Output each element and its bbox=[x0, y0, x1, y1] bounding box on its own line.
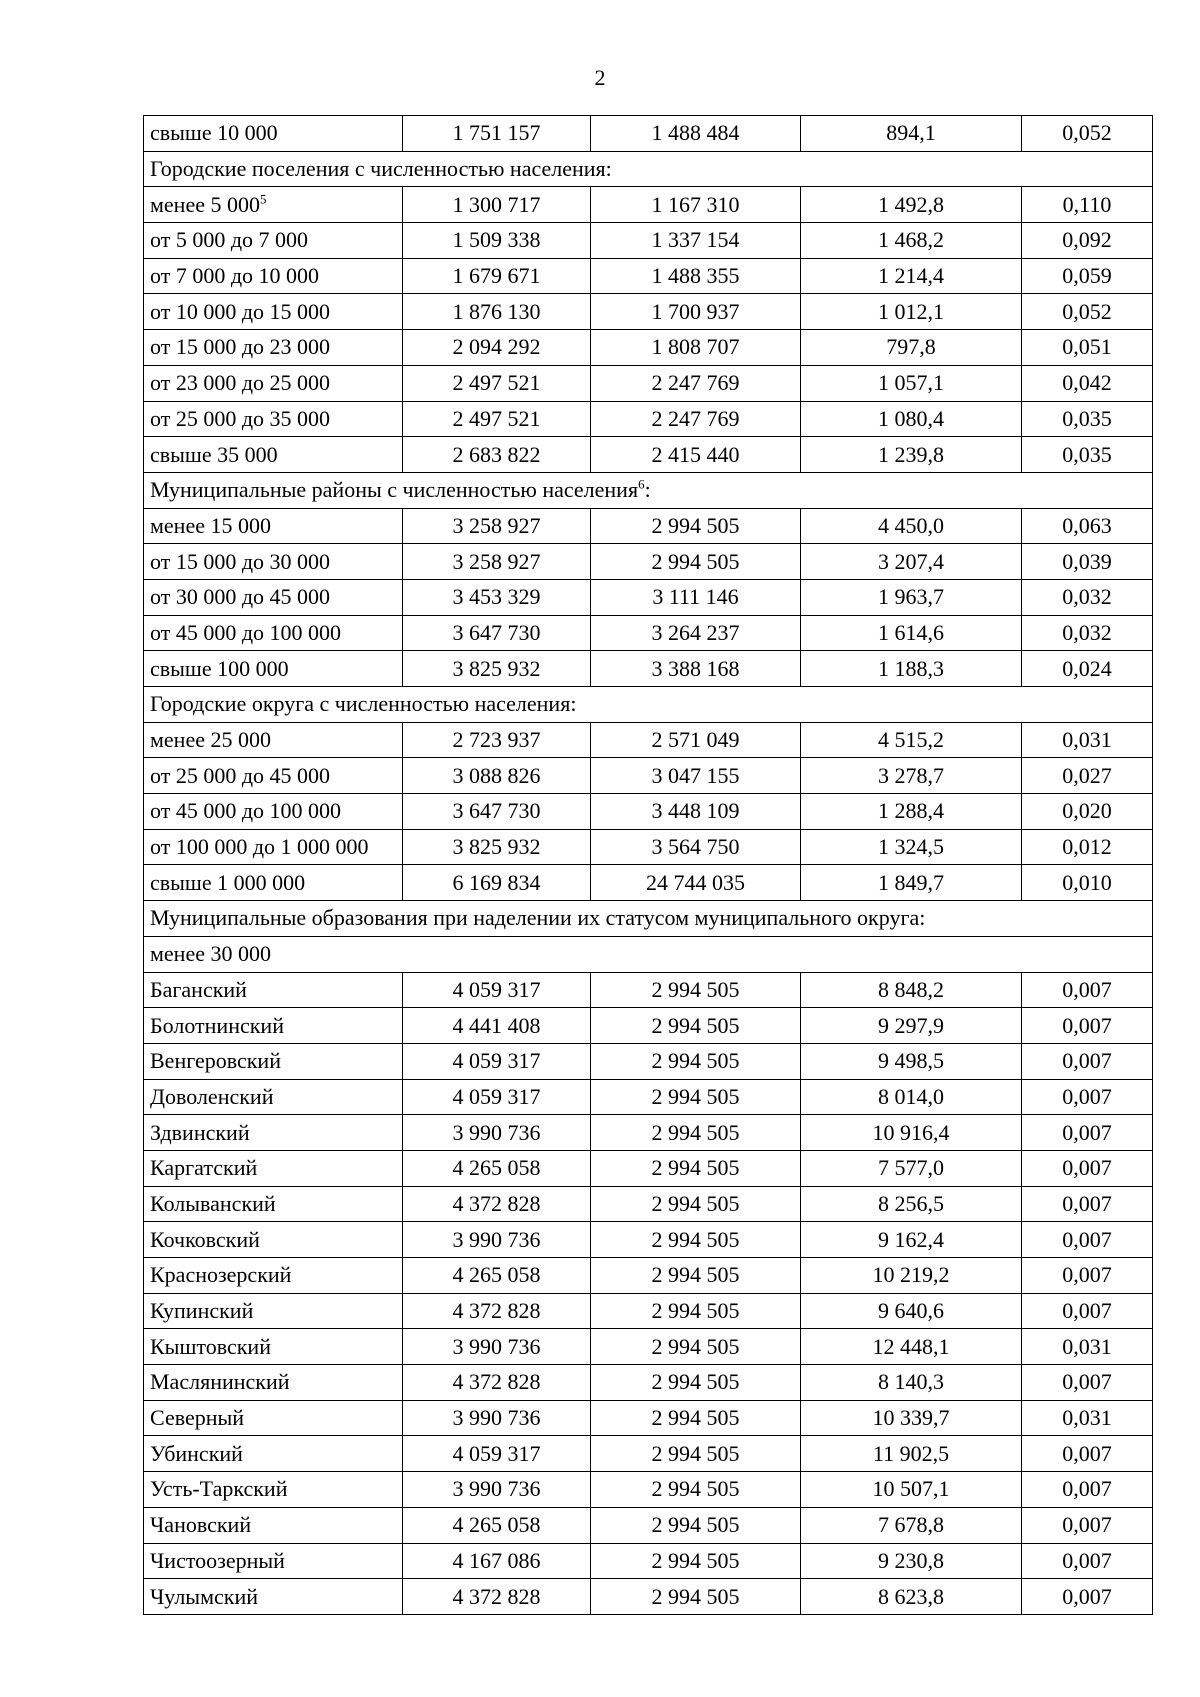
table-row bbox=[144, 1008, 1153, 1044]
value-cell-col2: 6 169 834 bbox=[403, 865, 591, 901]
value-cell-col2: 3 990 736 bbox=[403, 1329, 591, 1365]
value-cell-col3: 1 167 310 bbox=[591, 187, 801, 223]
table-row bbox=[144, 223, 1153, 259]
value-cell-col2: 3 258 927 bbox=[403, 508, 591, 544]
value-cell-col5: 0,007 bbox=[1022, 1079, 1153, 1115]
value-cell-col3: 24 744 035 bbox=[591, 865, 801, 901]
row-label: Чистоозерный bbox=[150, 1547, 285, 1573]
value-cell-col5: 0,007 bbox=[1022, 1472, 1153, 1508]
value-cell-col2: 4 372 828 bbox=[403, 1186, 591, 1222]
row-label-cell bbox=[144, 1400, 403, 1436]
value-cell-col4: 1 492,8 bbox=[801, 187, 1022, 223]
value-cell-col3: 2 994 505 bbox=[591, 1043, 801, 1079]
row-label: от 45 000 до 100 000 bbox=[150, 798, 342, 824]
section-title-text: Муниципальные районы с численностью населения bbox=[150, 477, 639, 503]
value-cell-col4: 1 012,1 bbox=[801, 294, 1022, 330]
value-cell-col4: 7 577,0 bbox=[801, 1150, 1022, 1186]
value-cell-col5: 0,020 bbox=[1022, 794, 1153, 830]
table-row bbox=[144, 116, 1153, 152]
value-cell-col2: 1 509 338 bbox=[403, 223, 591, 259]
table-body bbox=[144, 116, 1153, 1615]
value-cell-col3: 2 994 505 bbox=[591, 1008, 801, 1044]
row-label-cell bbox=[144, 508, 403, 544]
value-cell-col5: 0,039 bbox=[1022, 544, 1153, 580]
table-row bbox=[144, 1329, 1153, 1365]
row-label-cell bbox=[144, 223, 403, 259]
value-cell-col2: 2 497 521 bbox=[403, 365, 591, 401]
value-cell-col5: 0,031 bbox=[1022, 1329, 1153, 1365]
value-cell-col4: 11 902,5 bbox=[801, 1436, 1022, 1472]
value-cell-col3: 2 994 505 bbox=[591, 1222, 801, 1258]
row-label: от 30 000 до 45 000 bbox=[150, 584, 331, 610]
value-cell-col4: 1 239,8 bbox=[801, 437, 1022, 473]
row-label-cell bbox=[144, 1579, 403, 1615]
value-cell-col5: 0,032 bbox=[1022, 615, 1153, 651]
section-header-row bbox=[144, 472, 1153, 508]
value-cell-col2: 3 258 927 bbox=[403, 544, 591, 580]
value-cell-col5: 0,031 bbox=[1022, 1400, 1153, 1436]
row-label-cell bbox=[144, 258, 403, 294]
value-cell-col5: 0,035 bbox=[1022, 401, 1153, 437]
table-row bbox=[144, 1222, 1153, 1258]
row-label-cell bbox=[144, 1186, 403, 1222]
row-label-cell bbox=[144, 1436, 403, 1472]
value-cell-col3: 2 994 505 bbox=[591, 972, 801, 1008]
value-cell-col3: 2 994 505 bbox=[591, 1186, 801, 1222]
value-cell-col5: 0,110 bbox=[1022, 187, 1153, 223]
value-cell-col2: 4 265 058 bbox=[403, 1150, 591, 1186]
section-title bbox=[144, 151, 1153, 187]
table-row bbox=[144, 365, 1153, 401]
value-cell-col5: 0,092 bbox=[1022, 223, 1153, 259]
value-cell-col4: 8 848,2 bbox=[801, 972, 1022, 1008]
value-cell-col4: 9 640,6 bbox=[801, 1293, 1022, 1329]
value-cell-col3: 2 247 769 bbox=[591, 401, 801, 437]
row-label: от 45 000 до 100 000 bbox=[150, 619, 342, 645]
row-label: Венгеровский bbox=[150, 1048, 281, 1074]
value-cell-col3: 2 994 505 bbox=[591, 1400, 801, 1436]
value-cell-col2: 3 825 932 bbox=[403, 829, 591, 865]
row-label: Баганский bbox=[150, 976, 247, 1002]
table-row bbox=[144, 1043, 1153, 1079]
row-label: от 15 000 до 30 000 bbox=[150, 548, 331, 574]
value-cell-col5: 0,007 bbox=[1022, 972, 1153, 1008]
row-label-cell bbox=[144, 1329, 403, 1365]
allocation-table bbox=[143, 115, 1153, 1615]
value-cell-col2: 3 647 730 bbox=[403, 615, 591, 651]
value-cell-col2: 2 094 292 bbox=[403, 330, 591, 366]
row-label-cell bbox=[144, 579, 403, 615]
value-cell-col2: 1 300 717 bbox=[403, 187, 591, 223]
value-cell-col2: 3 990 736 bbox=[403, 1472, 591, 1508]
value-cell-col5: 0,007 bbox=[1022, 1115, 1153, 1151]
row-label: Доволенский bbox=[150, 1083, 274, 1109]
value-cell-col2: 2 723 937 bbox=[403, 722, 591, 758]
table-row bbox=[144, 758, 1153, 794]
table-row bbox=[144, 1079, 1153, 1115]
row-label-cell bbox=[144, 401, 403, 437]
value-cell-col3: 2 415 440 bbox=[591, 437, 801, 473]
value-cell-col2: 4 265 058 bbox=[403, 1258, 591, 1294]
value-cell-col3: 3 388 168 bbox=[591, 651, 801, 687]
table-row bbox=[144, 1400, 1153, 1436]
value-cell-col3: 2 994 505 bbox=[591, 544, 801, 580]
row-label-cell bbox=[144, 544, 403, 580]
table-row bbox=[144, 1543, 1153, 1579]
table-row bbox=[144, 187, 1153, 223]
value-cell-col5: 0,007 bbox=[1022, 1008, 1153, 1044]
value-cell-col4: 10 219,2 bbox=[801, 1258, 1022, 1294]
value-cell-col4: 8 140,3 bbox=[801, 1365, 1022, 1401]
footnote-ref: 5 bbox=[260, 191, 267, 207]
row-label-cell bbox=[144, 651, 403, 687]
value-cell-col3: 2 994 505 bbox=[591, 1436, 801, 1472]
value-cell-col2: 3 990 736 bbox=[403, 1400, 591, 1436]
value-cell-col5: 0,007 bbox=[1022, 1293, 1153, 1329]
value-cell-col5: 0,007 bbox=[1022, 1150, 1153, 1186]
value-cell-col4: 7 678,8 bbox=[801, 1507, 1022, 1543]
value-cell-col4: 1 080,4 bbox=[801, 401, 1022, 437]
value-cell-col3: 1 700 937 bbox=[591, 294, 801, 330]
row-label-cell bbox=[144, 1115, 403, 1151]
row-label-cell bbox=[144, 294, 403, 330]
row-label: Усть-Таркский bbox=[150, 1476, 288, 1502]
value-cell-col5: 0,007 bbox=[1022, 1365, 1153, 1401]
row-label: свыше 10 000 bbox=[150, 120, 278, 146]
footnote-ref: 6 bbox=[638, 476, 645, 492]
row-label-cell bbox=[144, 1293, 403, 1329]
section-title-text: менее 30 000 bbox=[150, 941, 271, 967]
table-row bbox=[144, 1365, 1153, 1401]
value-cell-col3: 2 247 769 bbox=[591, 365, 801, 401]
value-cell-col2: 3 088 826 bbox=[403, 758, 591, 794]
value-cell-col4: 1 468,2 bbox=[801, 223, 1022, 259]
table-row bbox=[144, 1472, 1153, 1508]
table-row bbox=[144, 794, 1153, 830]
row-label-cell bbox=[144, 829, 403, 865]
row-label-cell bbox=[144, 437, 403, 473]
value-cell-col5: 0,007 bbox=[1022, 1543, 1153, 1579]
section-title bbox=[144, 936, 1153, 972]
section-title bbox=[144, 687, 1153, 723]
value-cell-col4: 1 288,4 bbox=[801, 794, 1022, 830]
value-cell-col4: 1 614,6 bbox=[801, 615, 1022, 651]
value-cell-col3: 3 564 750 bbox=[591, 829, 801, 865]
section-header-row bbox=[144, 151, 1153, 187]
row-label-cell bbox=[144, 1507, 403, 1543]
value-cell-col2: 3 990 736 bbox=[403, 1115, 591, 1151]
table-row bbox=[144, 294, 1153, 330]
value-cell-col2: 2 497 521 bbox=[403, 401, 591, 437]
row-label: Чановский bbox=[150, 1512, 252, 1538]
row-label-cell bbox=[144, 1543, 403, 1579]
value-cell-col3: 2 994 505 bbox=[591, 1472, 801, 1508]
row-label: от 25 000 до 35 000 bbox=[150, 405, 331, 431]
value-cell-col3: 2 994 505 bbox=[591, 1365, 801, 1401]
row-label: от 5 000 до 7 000 bbox=[150, 227, 309, 253]
row-label: менее 25 000 bbox=[150, 727, 271, 753]
row-label: свыше 35 000 bbox=[150, 441, 278, 467]
value-cell-col5: 0,032 bbox=[1022, 579, 1153, 615]
table-row bbox=[144, 437, 1153, 473]
table-row bbox=[144, 579, 1153, 615]
value-cell-col4: 3 278,7 bbox=[801, 758, 1022, 794]
value-cell-col4: 3 207,4 bbox=[801, 544, 1022, 580]
value-cell-col5: 0,007 bbox=[1022, 1222, 1153, 1258]
value-cell-col4: 9 297,9 bbox=[801, 1008, 1022, 1044]
row-label: Северный bbox=[150, 1405, 245, 1431]
value-cell-col3: 3 264 237 bbox=[591, 615, 801, 651]
value-cell-col4: 1 963,7 bbox=[801, 579, 1022, 615]
value-cell-col5: 0,012 bbox=[1022, 829, 1153, 865]
row-label-cell bbox=[144, 794, 403, 830]
value-cell-col4: 1 849,7 bbox=[801, 865, 1022, 901]
value-cell-col3: 2 994 505 bbox=[591, 1079, 801, 1115]
section-header-row bbox=[144, 936, 1153, 972]
value-cell-col3: 1 488 355 bbox=[591, 258, 801, 294]
row-label: Кочковский bbox=[150, 1226, 260, 1252]
value-cell-col4: 10 916,4 bbox=[801, 1115, 1022, 1151]
row-label: менее 15 000 bbox=[150, 512, 271, 538]
row-label: Чулымский bbox=[150, 1583, 259, 1609]
value-cell-col4: 9 498,5 bbox=[801, 1043, 1022, 1079]
value-cell-col3: 1 808 707 bbox=[591, 330, 801, 366]
value-cell-col5: 0,024 bbox=[1022, 651, 1153, 687]
value-cell-col4: 10 339,7 bbox=[801, 1400, 1022, 1436]
value-cell-col3: 2 994 505 bbox=[591, 1543, 801, 1579]
value-cell-col5: 0,007 bbox=[1022, 1258, 1153, 1294]
row-label: свыше 100 000 bbox=[150, 655, 289, 681]
row-label-cell bbox=[144, 330, 403, 366]
table-row bbox=[144, 401, 1153, 437]
row-label-cell bbox=[144, 1222, 403, 1258]
value-cell-col5: 0,010 bbox=[1022, 865, 1153, 901]
value-cell-col5: 0,052 bbox=[1022, 294, 1153, 330]
value-cell-col4: 9 230,8 bbox=[801, 1543, 1022, 1579]
table-row bbox=[144, 544, 1153, 580]
row-label: Здвинский bbox=[150, 1119, 250, 1145]
value-cell-col3: 2 994 505 bbox=[591, 1115, 801, 1151]
value-cell-col5: 0,052 bbox=[1022, 116, 1153, 152]
value-cell-col4: 1 214,4 bbox=[801, 258, 1022, 294]
row-label: Колыванский bbox=[150, 1190, 276, 1216]
table-row bbox=[144, 1150, 1153, 1186]
row-label-cell bbox=[144, 1008, 403, 1044]
table-row bbox=[144, 972, 1153, 1008]
value-cell-col3: 2 571 049 bbox=[591, 722, 801, 758]
value-cell-col4: 1 188,3 bbox=[801, 651, 1022, 687]
row-label: Кыштовский bbox=[150, 1333, 271, 1359]
row-label-cell bbox=[144, 615, 403, 651]
value-cell-col2: 4 059 317 bbox=[403, 972, 591, 1008]
value-cell-col2: 3 990 736 bbox=[403, 1222, 591, 1258]
row-label-cell bbox=[144, 972, 403, 1008]
value-cell-col3: 2 994 505 bbox=[591, 1329, 801, 1365]
value-cell-col3: 3 111 146 bbox=[591, 579, 801, 615]
value-cell-col4: 1 324,5 bbox=[801, 829, 1022, 865]
value-cell-col3: 3 047 155 bbox=[591, 758, 801, 794]
value-cell-col5: 0,042 bbox=[1022, 365, 1153, 401]
value-cell-col5: 0,007 bbox=[1022, 1507, 1153, 1543]
section-header-row bbox=[144, 687, 1153, 723]
row-label: от 23 000 до 25 000 bbox=[150, 370, 331, 396]
value-cell-col3: 1 337 154 bbox=[591, 223, 801, 259]
value-cell-col3: 2 994 505 bbox=[591, 508, 801, 544]
row-label-cell bbox=[144, 1365, 403, 1401]
value-cell-col2: 4 372 828 bbox=[403, 1579, 591, 1615]
table-row bbox=[144, 651, 1153, 687]
table-row bbox=[144, 1293, 1153, 1329]
value-cell-col2: 4 372 828 bbox=[403, 1293, 591, 1329]
table-row bbox=[144, 258, 1153, 294]
value-cell-col2: 4 059 317 bbox=[403, 1043, 591, 1079]
value-cell-col2: 1 751 157 bbox=[403, 116, 591, 152]
row-label-cell bbox=[144, 1472, 403, 1508]
table-row bbox=[144, 865, 1153, 901]
table-row bbox=[144, 1186, 1153, 1222]
value-cell-col4: 894,1 bbox=[801, 116, 1022, 152]
table-row bbox=[144, 508, 1153, 544]
table-row bbox=[144, 1436, 1153, 1472]
value-cell-col4: 12 448,1 bbox=[801, 1329, 1022, 1365]
value-cell-col2: 3 825 932 bbox=[403, 651, 591, 687]
section-title-text: Муниципальные образования при наделении их статусом муниципального округа: bbox=[150, 905, 926, 931]
row-label-cell bbox=[144, 365, 403, 401]
row-label: от 10 000 до 15 000 bbox=[150, 298, 331, 324]
value-cell-col3: 2 994 505 bbox=[591, 1258, 801, 1294]
table-row bbox=[144, 1258, 1153, 1294]
section-title-suffix: : bbox=[644, 477, 651, 503]
value-cell-col5: 0,007 bbox=[1022, 1436, 1153, 1472]
value-cell-col4: 8 623,8 bbox=[801, 1579, 1022, 1615]
value-cell-col5: 0,007 bbox=[1022, 1043, 1153, 1079]
value-cell-col5: 0,007 bbox=[1022, 1579, 1153, 1615]
value-cell-col2: 1 876 130 bbox=[403, 294, 591, 330]
value-cell-col2: 4 372 828 bbox=[403, 1365, 591, 1401]
section-header-row bbox=[144, 901, 1153, 937]
row-label: от 25 000 до 45 000 bbox=[150, 762, 331, 788]
page-number: 2 bbox=[594, 65, 606, 90]
section-title bbox=[144, 901, 1153, 937]
section-title-text: Городские поселения с численностью населения: bbox=[150, 156, 612, 182]
row-label: Маслянинский bbox=[150, 1369, 290, 1395]
value-cell-col3: 1 488 484 bbox=[591, 116, 801, 152]
table-row bbox=[144, 829, 1153, 865]
row-label-cell bbox=[144, 758, 403, 794]
value-cell-col2: 4 265 058 bbox=[403, 1507, 591, 1543]
value-cell-col4: 797,8 bbox=[801, 330, 1022, 366]
row-label: Купинский bbox=[150, 1298, 254, 1324]
value-cell-col2: 2 683 822 bbox=[403, 437, 591, 473]
value-cell-col2: 3 453 329 bbox=[403, 579, 591, 615]
row-label-cell bbox=[144, 865, 403, 901]
value-cell-col5: 0,007 bbox=[1022, 1186, 1153, 1222]
value-cell-col2: 4 167 086 bbox=[403, 1543, 591, 1579]
value-cell-col3: 2 994 505 bbox=[591, 1579, 801, 1615]
value-cell-col4: 9 162,4 bbox=[801, 1222, 1022, 1258]
table-row bbox=[144, 615, 1153, 651]
value-cell-col5: 0,027 bbox=[1022, 758, 1153, 794]
value-cell-col5: 0,035 bbox=[1022, 437, 1153, 473]
value-cell-col2: 3 647 730 bbox=[403, 794, 591, 830]
row-label: Убинский bbox=[150, 1440, 243, 1466]
row-label-cell bbox=[144, 722, 403, 758]
value-cell-col3: 2 994 505 bbox=[591, 1293, 801, 1329]
value-cell-col2: 1 679 671 bbox=[403, 258, 591, 294]
value-cell-col4: 8 256,5 bbox=[801, 1186, 1022, 1222]
row-label-cell bbox=[144, 1079, 403, 1115]
row-label-cell bbox=[144, 187, 403, 223]
value-cell-col4: 4 515,2 bbox=[801, 722, 1022, 758]
row-label: от 15 000 до 23 000 bbox=[150, 334, 331, 360]
value-cell-col4: 4 450,0 bbox=[801, 508, 1022, 544]
value-cell-col3: 2 994 505 bbox=[591, 1507, 801, 1543]
row-label: от 100 000 до 1 000 000 bbox=[150, 834, 369, 860]
section-title-text: Городские округа с численностью населения: bbox=[150, 691, 577, 717]
row-label-cell bbox=[144, 1043, 403, 1079]
value-cell-col5: 0,051 bbox=[1022, 330, 1153, 366]
row-label: от 7 000 до 10 000 bbox=[150, 263, 320, 289]
value-cell-col4: 1 057,1 bbox=[801, 365, 1022, 401]
value-cell-col5: 0,031 bbox=[1022, 722, 1153, 758]
value-cell-col4: 10 507,1 bbox=[801, 1472, 1022, 1508]
row-label-cell bbox=[144, 1258, 403, 1294]
value-cell-col5: 0,059 bbox=[1022, 258, 1153, 294]
table-row bbox=[144, 1579, 1153, 1615]
section-title bbox=[144, 472, 1153, 508]
row-label: Каргатский bbox=[150, 1155, 258, 1181]
row-label-cell bbox=[144, 116, 403, 152]
value-cell-col2: 4 059 317 bbox=[403, 1079, 591, 1115]
table-row bbox=[144, 722, 1153, 758]
value-cell-col2: 4 441 408 bbox=[403, 1008, 591, 1044]
table-row bbox=[144, 1507, 1153, 1543]
row-label: свыше 1 000 000 bbox=[150, 869, 306, 895]
row-label: Краснозерский bbox=[150, 1262, 292, 1288]
value-cell-col5: 0,063 bbox=[1022, 508, 1153, 544]
row-label-cell bbox=[144, 1150, 403, 1186]
value-cell-col3: 3 448 109 bbox=[591, 794, 801, 830]
table-row bbox=[144, 1115, 1153, 1151]
row-label: менее 5 000 bbox=[150, 191, 260, 217]
value-cell-col2: 4 059 317 bbox=[403, 1436, 591, 1472]
row-label: Болотнинский bbox=[150, 1012, 284, 1038]
value-cell-col3: 2 994 505 bbox=[591, 1150, 801, 1186]
value-cell-col4: 8 014,0 bbox=[801, 1079, 1022, 1115]
table-row bbox=[144, 330, 1153, 366]
